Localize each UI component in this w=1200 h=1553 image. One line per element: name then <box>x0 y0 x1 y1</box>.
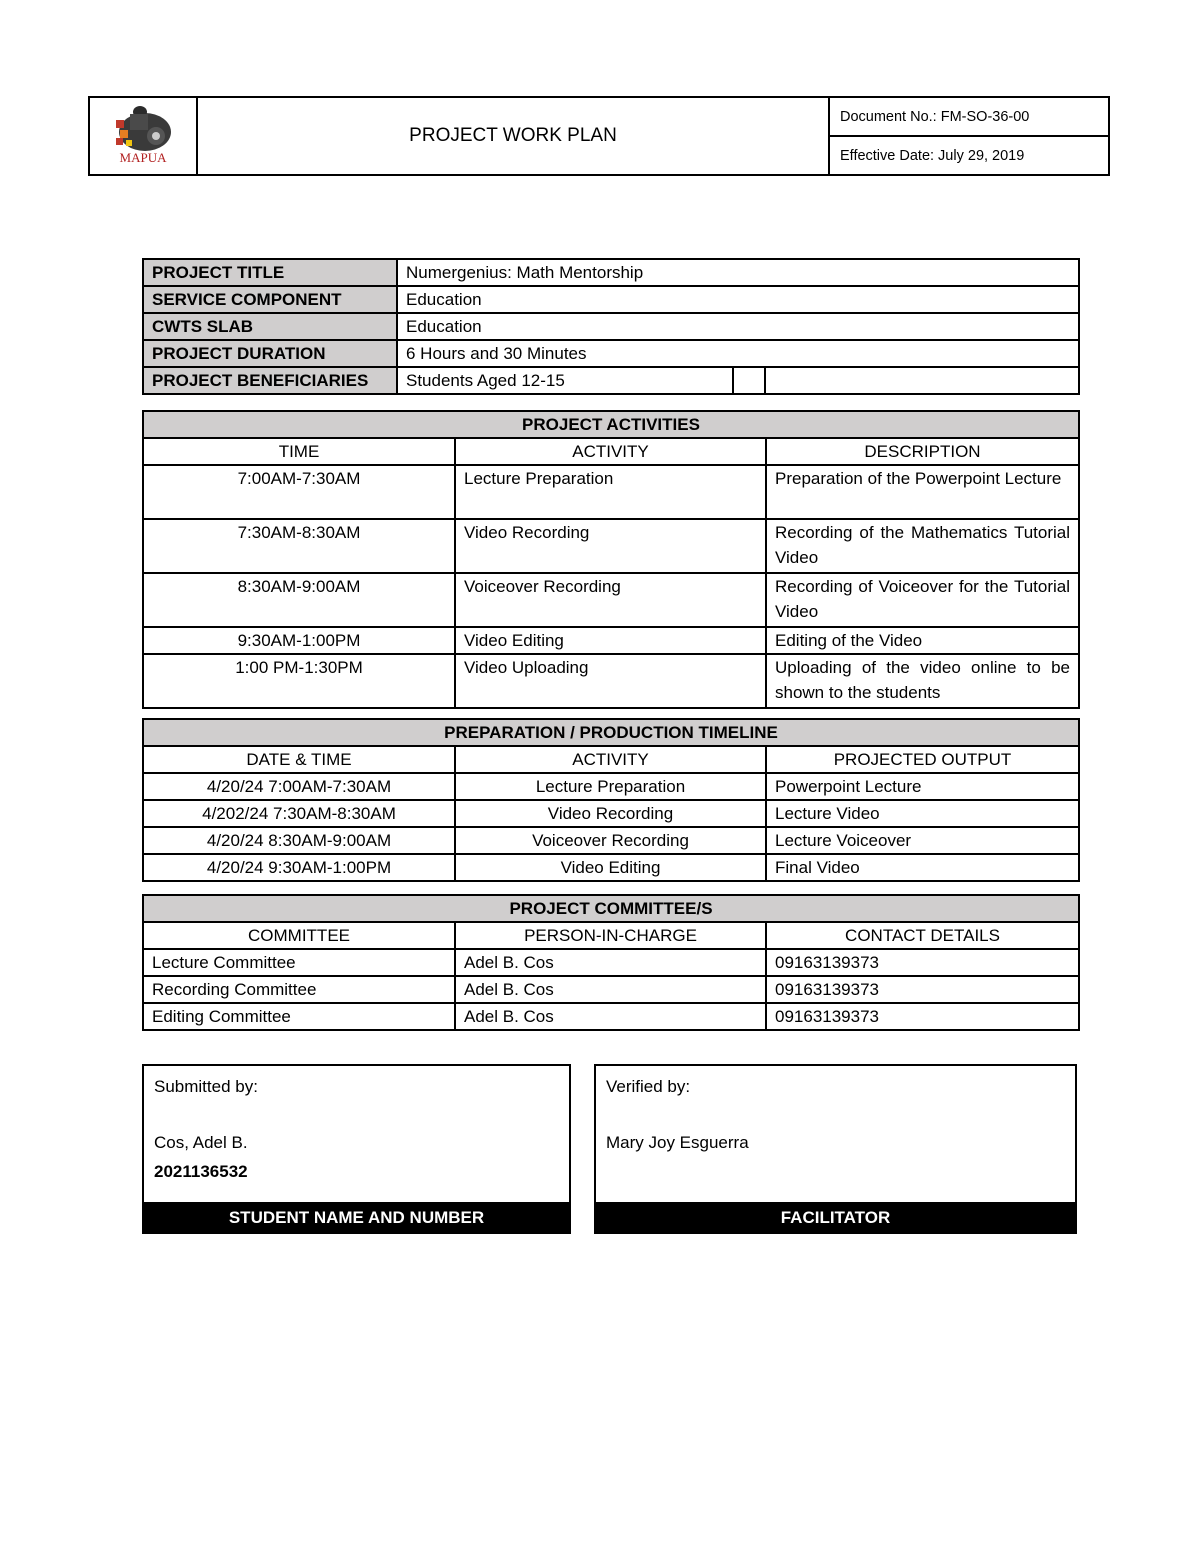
table-row <box>143 367 1079 394</box>
activity-time: 7:00AM-7:30AM <box>143 465 455 519</box>
person-in-charge: Adel B. Cos <box>455 1003 766 1030</box>
table-row <box>143 519 1079 573</box>
table-row <box>143 340 1079 367</box>
student-number: 2021136532 <box>154 1162 248 1181</box>
activity-name: Voiceover Recording <box>455 573 766 627</box>
project-committee-table <box>142 894 1080 1031</box>
activity-name: Lecture Preparation <box>455 465 766 519</box>
activity-time: 1:00 PM-1:30PM <box>143 654 455 708</box>
timeline-output: Powerpoint Lecture <box>766 773 1079 800</box>
empty-cell <box>765 367 1079 394</box>
student-name: Cos, Adel B. <box>154 1133 248 1152</box>
timeline-output: Lecture Video <box>766 800 1079 827</box>
timeline-date: 4/202/24 7:30AM-8:30AM <box>143 800 455 827</box>
document-meta <box>830 98 1108 174</box>
person-in-charge: Adel B. Cos <box>455 949 766 976</box>
table-row <box>143 827 1079 854</box>
table-header-row <box>143 746 1079 773</box>
table-header-row <box>143 438 1079 465</box>
section-title: PREPARATION / PRODUCTION TIMELINE <box>143 719 1079 746</box>
activity-name: Video Recording <box>455 519 766 573</box>
timeline-activity: Video Editing <box>455 854 766 881</box>
submitted-by-box <box>142 1064 571 1234</box>
committee-name: Lecture Committee <box>143 949 455 976</box>
person-in-charge: Adel B. Cos <box>455 976 766 1003</box>
timeline-output: Final Video <box>766 854 1079 881</box>
column-header: COMMITTEE <box>143 922 455 949</box>
activity-description: Preparation of the Powerpoint Lecture <box>766 465 1079 519</box>
project-activities-table <box>142 410 1080 709</box>
timeline-activity: Voiceover Recording <box>455 827 766 854</box>
timeline-output: Lecture Voiceover <box>766 827 1079 854</box>
activity-description: Recording of the Mathematics Tutorial Video <box>766 519 1079 573</box>
project-beneficiaries-value: Students Aged 12-15 <box>397 367 733 394</box>
column-header: DATE & TIME <box>143 746 455 773</box>
table-row <box>143 465 1079 519</box>
section-title: PROJECT COMMITTEE/S <box>143 895 1079 922</box>
document-header <box>88 96 1110 176</box>
table-row <box>143 949 1079 976</box>
column-header: PERSON-IN-CHARGE <box>455 922 766 949</box>
project-duration-value: 6 Hours and 30 Minutes <box>397 340 1079 367</box>
section-title: PROJECT ACTIVITIES <box>143 411 1079 438</box>
service-component-value: Education <box>397 286 1079 313</box>
column-header: DESCRIPTION <box>766 438 1079 465</box>
table-row <box>143 259 1079 286</box>
activity-time: 7:30AM-8:30AM <box>143 519 455 573</box>
verified-by-label: Verified by: <box>606 1077 691 1096</box>
table-row <box>143 573 1079 627</box>
project-title-value: Numergenius: Math Mentorship <box>397 259 1079 286</box>
table-row <box>143 654 1079 708</box>
contact-details: 09163139373 <box>766 949 1079 976</box>
table-row <box>143 976 1079 1003</box>
logo-text: MAPUA <box>119 150 167 165</box>
table-row <box>143 854 1079 881</box>
mapua-logo <box>90 98 198 174</box>
contact-details: 09163139373 <box>766 976 1079 1003</box>
timeline-activity: Lecture Preparation <box>455 773 766 800</box>
effective-date: Effective Date: July 29, 2019 <box>840 147 1025 164</box>
activity-description: Recording of Voiceover for the Tutorial Video <box>766 573 1079 627</box>
facilitator-name: Mary Joy Esguerra <box>606 1133 749 1152</box>
project-info-table <box>142 258 1080 395</box>
document-title: PROJECT WORK PLAN <box>198 98 830 174</box>
committee-name: Recording Committee <box>143 976 455 1003</box>
table-header-row <box>143 922 1079 949</box>
activity-description: Uploading of the video online to be shown to the students <box>766 654 1079 708</box>
activity-description: Editing of the Video <box>766 627 1079 654</box>
submitted-by-label: Submitted by: <box>154 1077 258 1096</box>
table-row <box>143 627 1079 654</box>
contact-details: 09163139373 <box>766 1003 1079 1030</box>
timeline-activity: Video Recording <box>455 800 766 827</box>
table-row <box>143 1003 1079 1030</box>
table-row <box>143 286 1079 313</box>
column-header: PROJECTED OUTPUT <box>766 746 1079 773</box>
cwts-slab-label: CWTS SLAB <box>143 313 397 340</box>
column-header: CONTACT DETAILS <box>766 922 1079 949</box>
timeline-date: 4/20/24 7:00AM-7:30AM <box>143 773 455 800</box>
project-beneficiaries-label: PROJECT BENEFICIARIES <box>143 367 397 394</box>
empty-cell <box>733 367 765 394</box>
activity-name: Video Editing <box>455 627 766 654</box>
table-row <box>143 800 1079 827</box>
production-timeline-table <box>142 718 1080 882</box>
table-row <box>143 313 1079 340</box>
committee-name: Editing Committee <box>143 1003 455 1030</box>
timeline-date: 4/20/24 8:30AM-9:00AM <box>143 827 455 854</box>
column-header: ACTIVITY <box>455 746 766 773</box>
project-duration-label: PROJECT DURATION <box>143 340 397 367</box>
table-row <box>143 773 1079 800</box>
document-number: Document No.: FM-SO-36-00 <box>830 98 1108 137</box>
service-component-label: SERVICE COMPONENT <box>143 286 397 313</box>
activity-name: Video Uploading <box>455 654 766 708</box>
column-header: TIME <box>143 438 455 465</box>
student-name-number-footer: STUDENT NAME AND NUMBER <box>142 1202 571 1234</box>
column-header: ACTIVITY <box>455 438 766 465</box>
cwts-slab-value: Education <box>397 313 1079 340</box>
project-title-label: PROJECT TITLE <box>143 259 397 286</box>
activity-time: 8:30AM-9:00AM <box>143 573 455 627</box>
logo-icon <box>90 98 196 174</box>
verified-by-box <box>594 1064 1077 1234</box>
facilitator-footer: FACILITATOR <box>594 1202 1077 1234</box>
activity-time: 9:30AM-1:00PM <box>143 627 455 654</box>
timeline-date: 4/20/24 9:30AM-1:00PM <box>143 854 455 881</box>
